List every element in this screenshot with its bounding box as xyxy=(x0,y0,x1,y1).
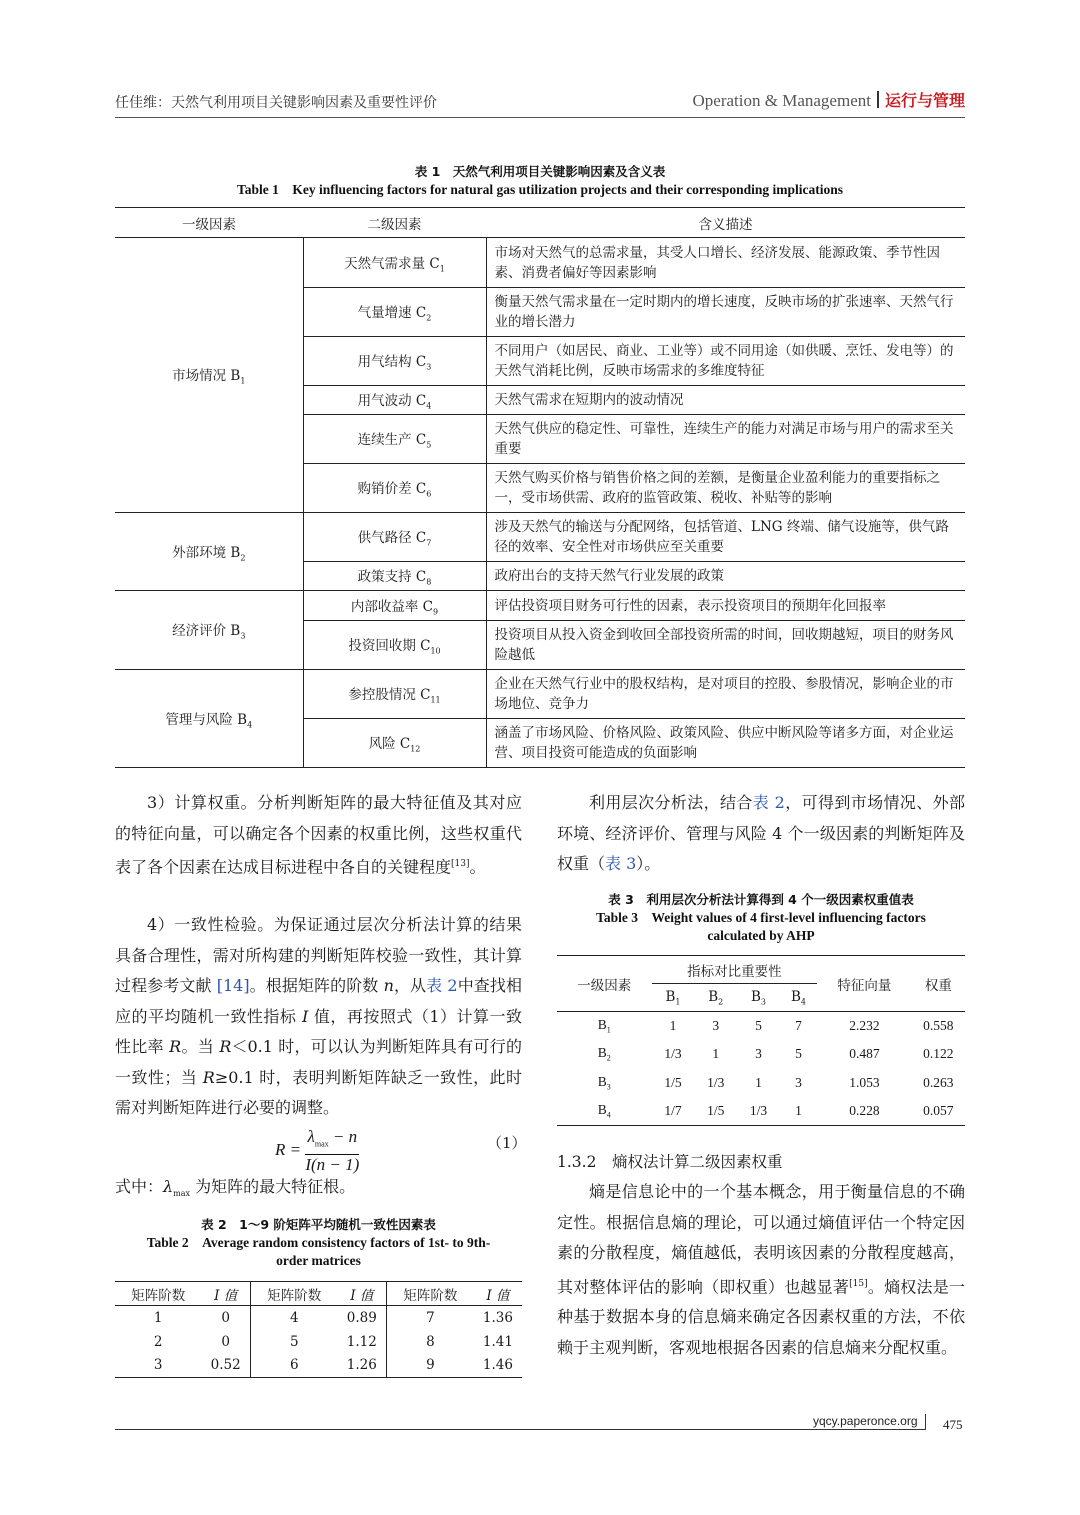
table-row xyxy=(115,513,965,562)
table2-header: 矩阵阶数 xyxy=(387,1282,474,1306)
table3-col: $B_1$ xyxy=(652,984,695,1012)
factor-cell: 购销价差 $C_6$ xyxy=(303,464,486,513)
table-row xyxy=(115,591,965,621)
group-cell: 管理与风险 $B_4$ xyxy=(165,711,253,730)
table3-header-row xyxy=(557,956,965,984)
factor-cell: 用气波动 $C_4$ xyxy=(303,386,486,415)
table-row: $B_2$ 1/3 1 3 5 0.487 0.122 xyxy=(597,1045,954,1064)
factor-cell: 用气结构 $C_3$ xyxy=(303,337,486,386)
citation[interactable]: [13] xyxy=(451,859,470,869)
factor-cell: 供气路径 $C_7$ xyxy=(303,513,486,562)
table2-header: 矩阵阶数 xyxy=(115,1282,201,1306)
table-row: 1 0 4 0.89 7 1.36 xyxy=(115,1306,522,1330)
desc-cell: 衡量天然气需求量在一定时期内的增长速度，反映市场的扩张速率、天然气行业的增长潜力 xyxy=(486,288,965,337)
desc-cell: 企业在天然气行业中的股权结构，是对项目的控股、参股情况，影响企业的市场地位、竞争力 xyxy=(486,670,965,719)
table-row: 2 0 5 1.12 8 1.41 xyxy=(115,1330,522,1354)
header-section-en: Operation & Management xyxy=(692,91,871,110)
table3-caption-zh: 表 3 利用层次分析法计算得到 4 个一级因素权重值表 xyxy=(608,892,914,907)
table3-col: $B_3$ xyxy=(737,984,780,1012)
table3-header-group: 指标对比重要性 xyxy=(652,956,818,984)
table1-header: 二级因素 xyxy=(303,208,486,238)
factor-cell: 气量增速 $C_2$ xyxy=(303,288,486,337)
footer-divider xyxy=(925,1414,926,1430)
formula-fraction xyxy=(305,1127,359,1175)
table3-header-factor: 一级因素 xyxy=(557,956,652,1012)
header-title: 任佳维：天然气利用项目关键影响因素及重要性评价 xyxy=(115,95,437,111)
table1 xyxy=(115,207,965,768)
desc-cell: 涉及天然气的输送与分配网络，包括管道、LNG 终端、储气设施等，供气路径的效率、安全性对市场供应至关重要 xyxy=(486,513,965,562)
table2-header: I 值 xyxy=(338,1282,387,1306)
formula-where: 式中：$\lambda_{max}$ 为矩阵的最大特征根。 xyxy=(115,1177,356,1199)
table1-caption-zh: 表 1 天然气利用项目关键影响因素及含义表 xyxy=(414,164,666,179)
table-row: 3 0.52 6 1.26 9 1.46 xyxy=(115,1354,522,1378)
header-section-zh: 运行与管理 xyxy=(884,91,965,110)
header-section xyxy=(693,88,965,111)
factor-cell: 天然气需求量 $C_1$ xyxy=(303,238,486,288)
table3-header-eigen: 特征向量 xyxy=(817,956,912,1012)
table-row xyxy=(115,670,965,719)
table3-caption xyxy=(557,891,965,945)
paragraph-weight-calc: 3）计算权重。分析判断矩阵的最大特征值及其对应的特征向量，可以确定各个因素的权重比例，这些权重代表了各个因素在达成目标进程中各自的关键程度[13]。 xyxy=(115,793,522,877)
table2-header: 矩阵阶数 xyxy=(250,1282,337,1306)
table1-caption xyxy=(115,163,965,199)
citation[interactable]: [15] xyxy=(849,1278,868,1289)
desc-cell: 不同用户（如居民、商业、工业等）或不同用途（如供暖、烹饪、发电等）的天然气消耗比例，反映市场需求的多维度特征 xyxy=(486,337,965,386)
table1-header-row xyxy=(115,208,965,238)
desc-cell: 市场对天然气的总需求量，其受人口增长、经济发展、能源政策、季节性因素、消费者偏好等因素影响 xyxy=(486,238,965,288)
formula-numerator: $\lambda_{max} - n$ xyxy=(305,1127,359,1155)
desc-cell: 天然气购买价格与销售价格之间的差额，是衡量企业盈利能力的重要指标之一，受市场供需、政府的监管政策、税收、补贴等的影响 xyxy=(486,464,965,513)
table3-header-weight: 权重 xyxy=(912,956,965,1012)
formula-denominator: I(n − 1) xyxy=(305,1155,360,1175)
table1-header: 一级因素 xyxy=(115,208,303,238)
table2 xyxy=(115,1281,522,1378)
paragraph-ahp-result: 利用层次分析法，结合表 2，可得到市场情况、外部环境、经济评价、管理与风险 4 个一级因素的判断矩阵及权重（表 3）。 xyxy=(557,793,965,873)
group-cell: 外部环境 $B_2$ xyxy=(115,513,303,591)
desc-cell: 天然气需求在短期内的波动情况 xyxy=(486,386,965,415)
group-cell: 市场情况 $B_1$ xyxy=(115,238,303,513)
desc-cell: 政府出台的支持天然气行业发展的政策 xyxy=(486,562,965,591)
table2-header: I 值 xyxy=(474,1282,522,1306)
header-divider xyxy=(877,91,879,108)
table3-col: $B_2$ xyxy=(694,984,737,1012)
table3-caption-en: Table 3 Weight values of 4 first-level influencing factors xyxy=(596,910,926,925)
factor-cell: 政策支持 $C_8$ xyxy=(303,562,486,591)
table-row xyxy=(115,238,965,288)
section-heading-1-3-2: 1.3.2 熵权法计算二级因素权重 xyxy=(557,1153,783,1171)
table2-caption xyxy=(115,1216,522,1270)
table3-caption-en-2: calculated by AHP xyxy=(707,928,815,943)
table2-link[interactable]: 表 2 xyxy=(752,793,785,812)
table-row: $B_1$ 1 3 5 7 2.232 0.558 xyxy=(597,1017,954,1035)
factor-cell: 投资回收期 $C_{10}$ xyxy=(303,621,486,670)
table3-link[interactable]: 表 3 xyxy=(605,854,637,873)
table2-caption-en: Table 2 Average random consistency factors of 1st- to 9th- xyxy=(146,1235,491,1250)
desc-cell: 天然气供应的稳定性、可靠性，连续生产的能力对满足市场与用户的需求至关重要 xyxy=(486,415,965,464)
table1-header: 含义描述 xyxy=(486,208,965,238)
table3 xyxy=(557,955,965,1126)
footer-url[interactable]: yqcy.paperonce.org xyxy=(813,1414,918,1428)
desc-cell: 投资项目从投入资金到收回全部投资所需的时间，回收期越短，项目的财务风险越低 xyxy=(486,621,965,670)
table3-col: $B_4$ xyxy=(780,984,817,1012)
page-number: 475 xyxy=(943,1417,963,1432)
table2-header-row xyxy=(115,1282,522,1306)
factor-cell: 内部收益率 $C_9$ xyxy=(303,591,486,621)
table2-caption-en-2: order matrices xyxy=(276,1253,361,1268)
factor-cell: 风险 $C_{12}$ xyxy=(303,719,486,768)
equation-number: （1） xyxy=(487,1134,527,1152)
running-header xyxy=(115,88,965,118)
group-cell: 经济评价 $B_3$ xyxy=(115,591,303,670)
factor-cell: 参控股情况 $C_{11}$ xyxy=(303,670,486,719)
table2-link[interactable]: 表 2 xyxy=(426,976,458,995)
paragraph-consistency: 4）一致性检验。为保证通过层次分析法计算的结果具备合理性，需对所构建的判断矩阵校验一致性，其计算过程参考文献 [14]。根据矩阵的阶数 n，从表 2中查找相应的平均随机一致性指标 I 值，再按照式（1）计算一致性比率 R。当 R＜0.1 时，可以认为判断矩阵具有可行的一致性；当 R≥0.1 时，表明判断矩阵缺乏一致性，此时需对判断矩阵进行必要的调整。 xyxy=(115,915,522,1117)
factor-cell: 连续生产 $C_5$ xyxy=(303,415,486,464)
table-row: $B_3$ 1/5 1/3 1 3 1.053 0.263 xyxy=(597,1073,954,1092)
table1-caption-en: Table 1 Key influencing factors for natural gas utilization projects and their corresponding implications xyxy=(236,182,844,197)
desc-cell: 涵盖了市场风险、价格风险、政策风险、供应中断风险等诸多方面，对企业运营、项目投资可能造成的负面影响 xyxy=(486,719,965,768)
formula-1: R = $\frac{\lambda_{max} - n}{I(n - 1)}$ xyxy=(275,1127,360,1175)
ref-link[interactable]: [14] xyxy=(216,976,250,995)
table-row: $B_4$ 1/7 1/5 1/3 1 0.228 0.057 xyxy=(597,1102,954,1120)
footer-rule xyxy=(115,1429,925,1430)
paragraph-entropy: 熵是信息论中的一个基本概念，用于衡量信息的不确定性。根据信息熵的理论，可以通过熵值评估一个特定因素的分散程度，熵值越低，表明该因素的分散程度越高，其对整体评估的影响（即权重）也越显著[15]。熵权法是一种基于数据本身的信息熵来确定各因素权重的方法，不依赖于主观判断，客观地根据各因素的信息熵来分配权重。 xyxy=(557,1182,965,1357)
table2-header: I 值 xyxy=(201,1282,250,1306)
desc-cell: 评估投资项目财务可行性的因素，表示投资项目的预期年化回报率 xyxy=(486,591,965,621)
table2-caption-zh: 表 2 1～9 阶矩阵平均随机一致性因素表 xyxy=(201,1217,436,1232)
